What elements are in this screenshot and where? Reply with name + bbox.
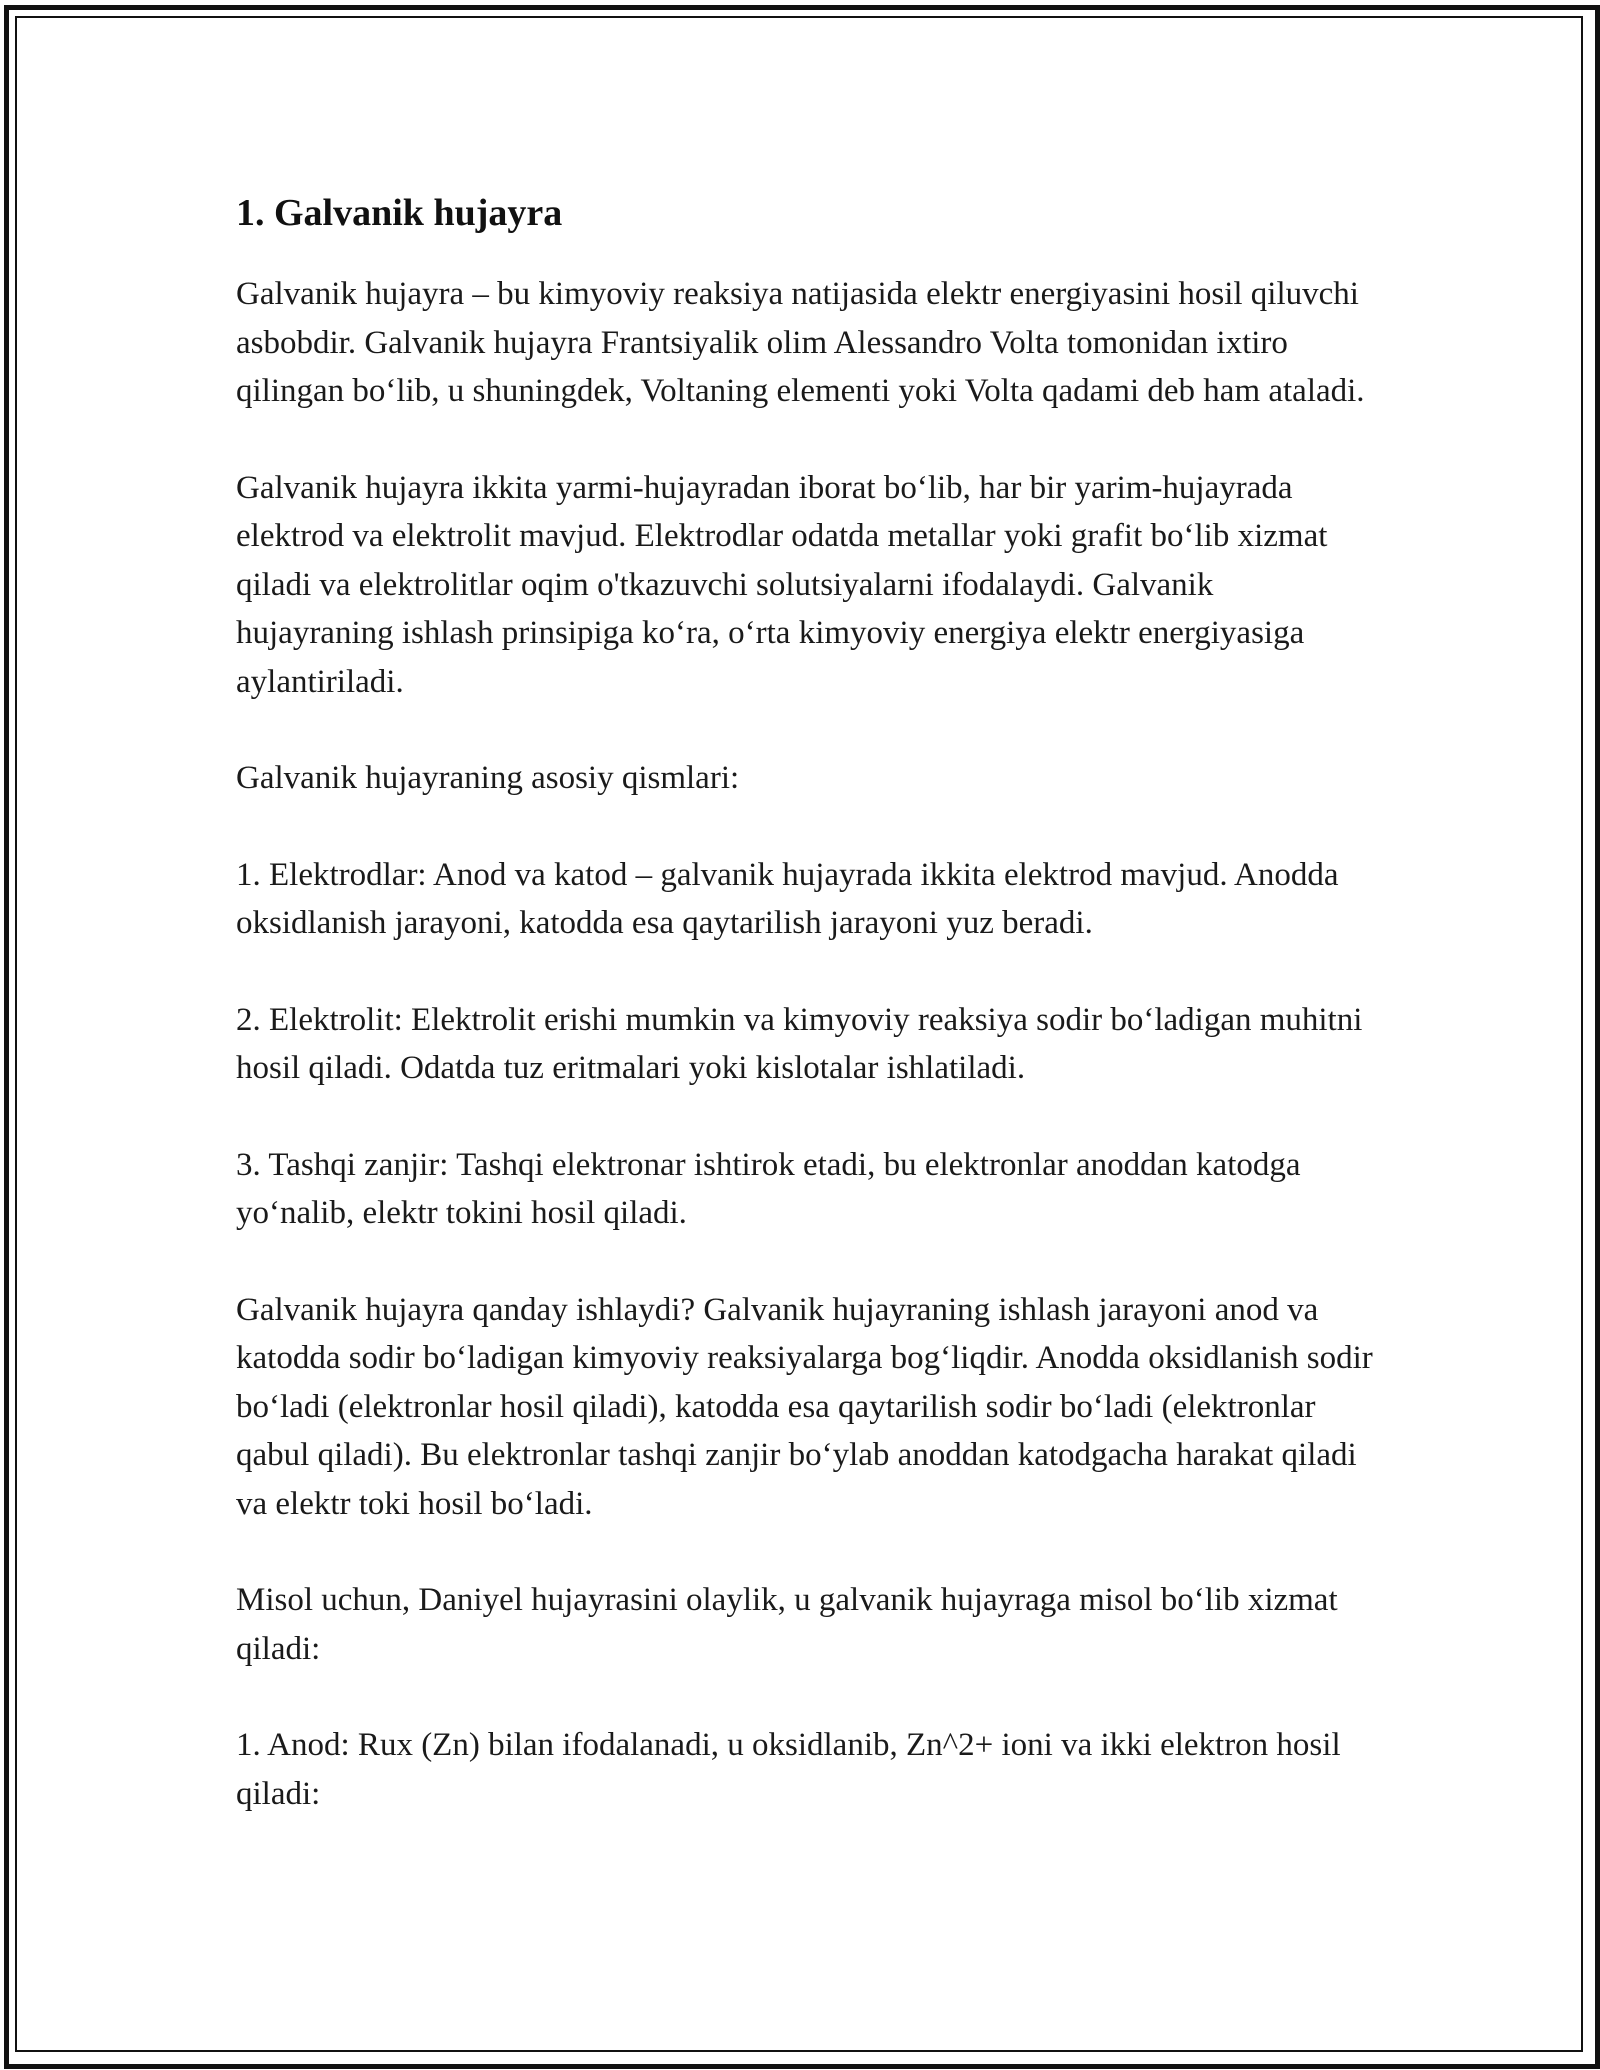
paragraph-parts-intro: Galvanik hujayraning asosiy qismlari:: [236, 760, 740, 796]
paragraph-electrodes: 1. Elektrodlar: Anod va katod – galvanik hujayrada ikkita elektrod mavjud. Anodda oksidlanish jarayoni, katodda esa qaytarilish jarayoni yuz beradi.: [236, 856, 1339, 941]
paragraph-structure: Galvanik hujayra ikkita yarmi-hujayradan iborat bo‘lib, har bir yarim-hujayrada elektrod va elektrolit mavjud. Elektrodlar odatda metallar yoki grafit bo‘lib xizmat qiladi va elektrolitlar oqim o'tkazuvchi solutsiyalarni ifodalaydi. Galvanik hujayraning ishlash prinsipiga ko‘ra, o‘rta kimyoviy energiya elektr energiyasiga aylantiriladi.: [236, 469, 1328, 700]
paragraph-daniell-example: Misol uchun, Daniyel hujayrasini olaylik, u galvanik hujayraga misol bo‘lib xizmat qiladi:: [236, 1582, 1338, 1667]
paragraph-electrolyte: 2. Elektrolit: Elektrolit erishi mumkin va kimyoviy reaksiya sodir bo‘ladigan muhitni hosil qiladi. Odatda tuz eritmalari yoki kislotalar ishlatiladi.: [236, 1001, 1363, 1086]
paragraph-external-circuit: 3. Tashqi zanjir: Tashqi elektronar ishtirok etadi, bu elektronlar anoddan katodga yo‘nalib, elektr tokini hosil qiladi.: [236, 1146, 1301, 1231]
paragraph-definition: Galvanik hujayra – bu kimyoviy reaksiya natijasida elektr energiyasini hosil qiluvchi asbobdir. Galvanik hujayra Frantsiyalik olim Alessandro Volta tomonidan ixtiro qilingan bo‘lib, u shuningdek, Voltaning elementi yoki Volta qadami deb ham ataladi.: [236, 276, 1365, 409]
paragraph-how-it-works: Galvanik hujayra qanday ishlaydi? Galvanik hujayraning ishlash jarayoni anod va katodda sodir bo‘ladigan kimyoviy reaksiyalarga bog‘liqdir. Anodda oksidlanish sodir bo‘ladi (elektronlar hosil qiladi), katodda esa qaytarilish sodir bo‘ladi (elektronlar qabul qiladi). Bu elektronlar tashqi zanjir bo‘ylab anoddan katodgacha harakat qiladi va elektr toki hosil bo‘ladi.: [236, 1291, 1373, 1522]
paragraph-anode: 1. Anod: Rux (Zn) bilan ifodalanadi, u oksidlanib, Zn^2+ ioni va ikki elektron hosil qiladi:: [236, 1727, 1341, 1812]
document-body: [236, 184, 1376, 1866]
section-heading: 1. Galvanik hujayra: [236, 192, 563, 234]
